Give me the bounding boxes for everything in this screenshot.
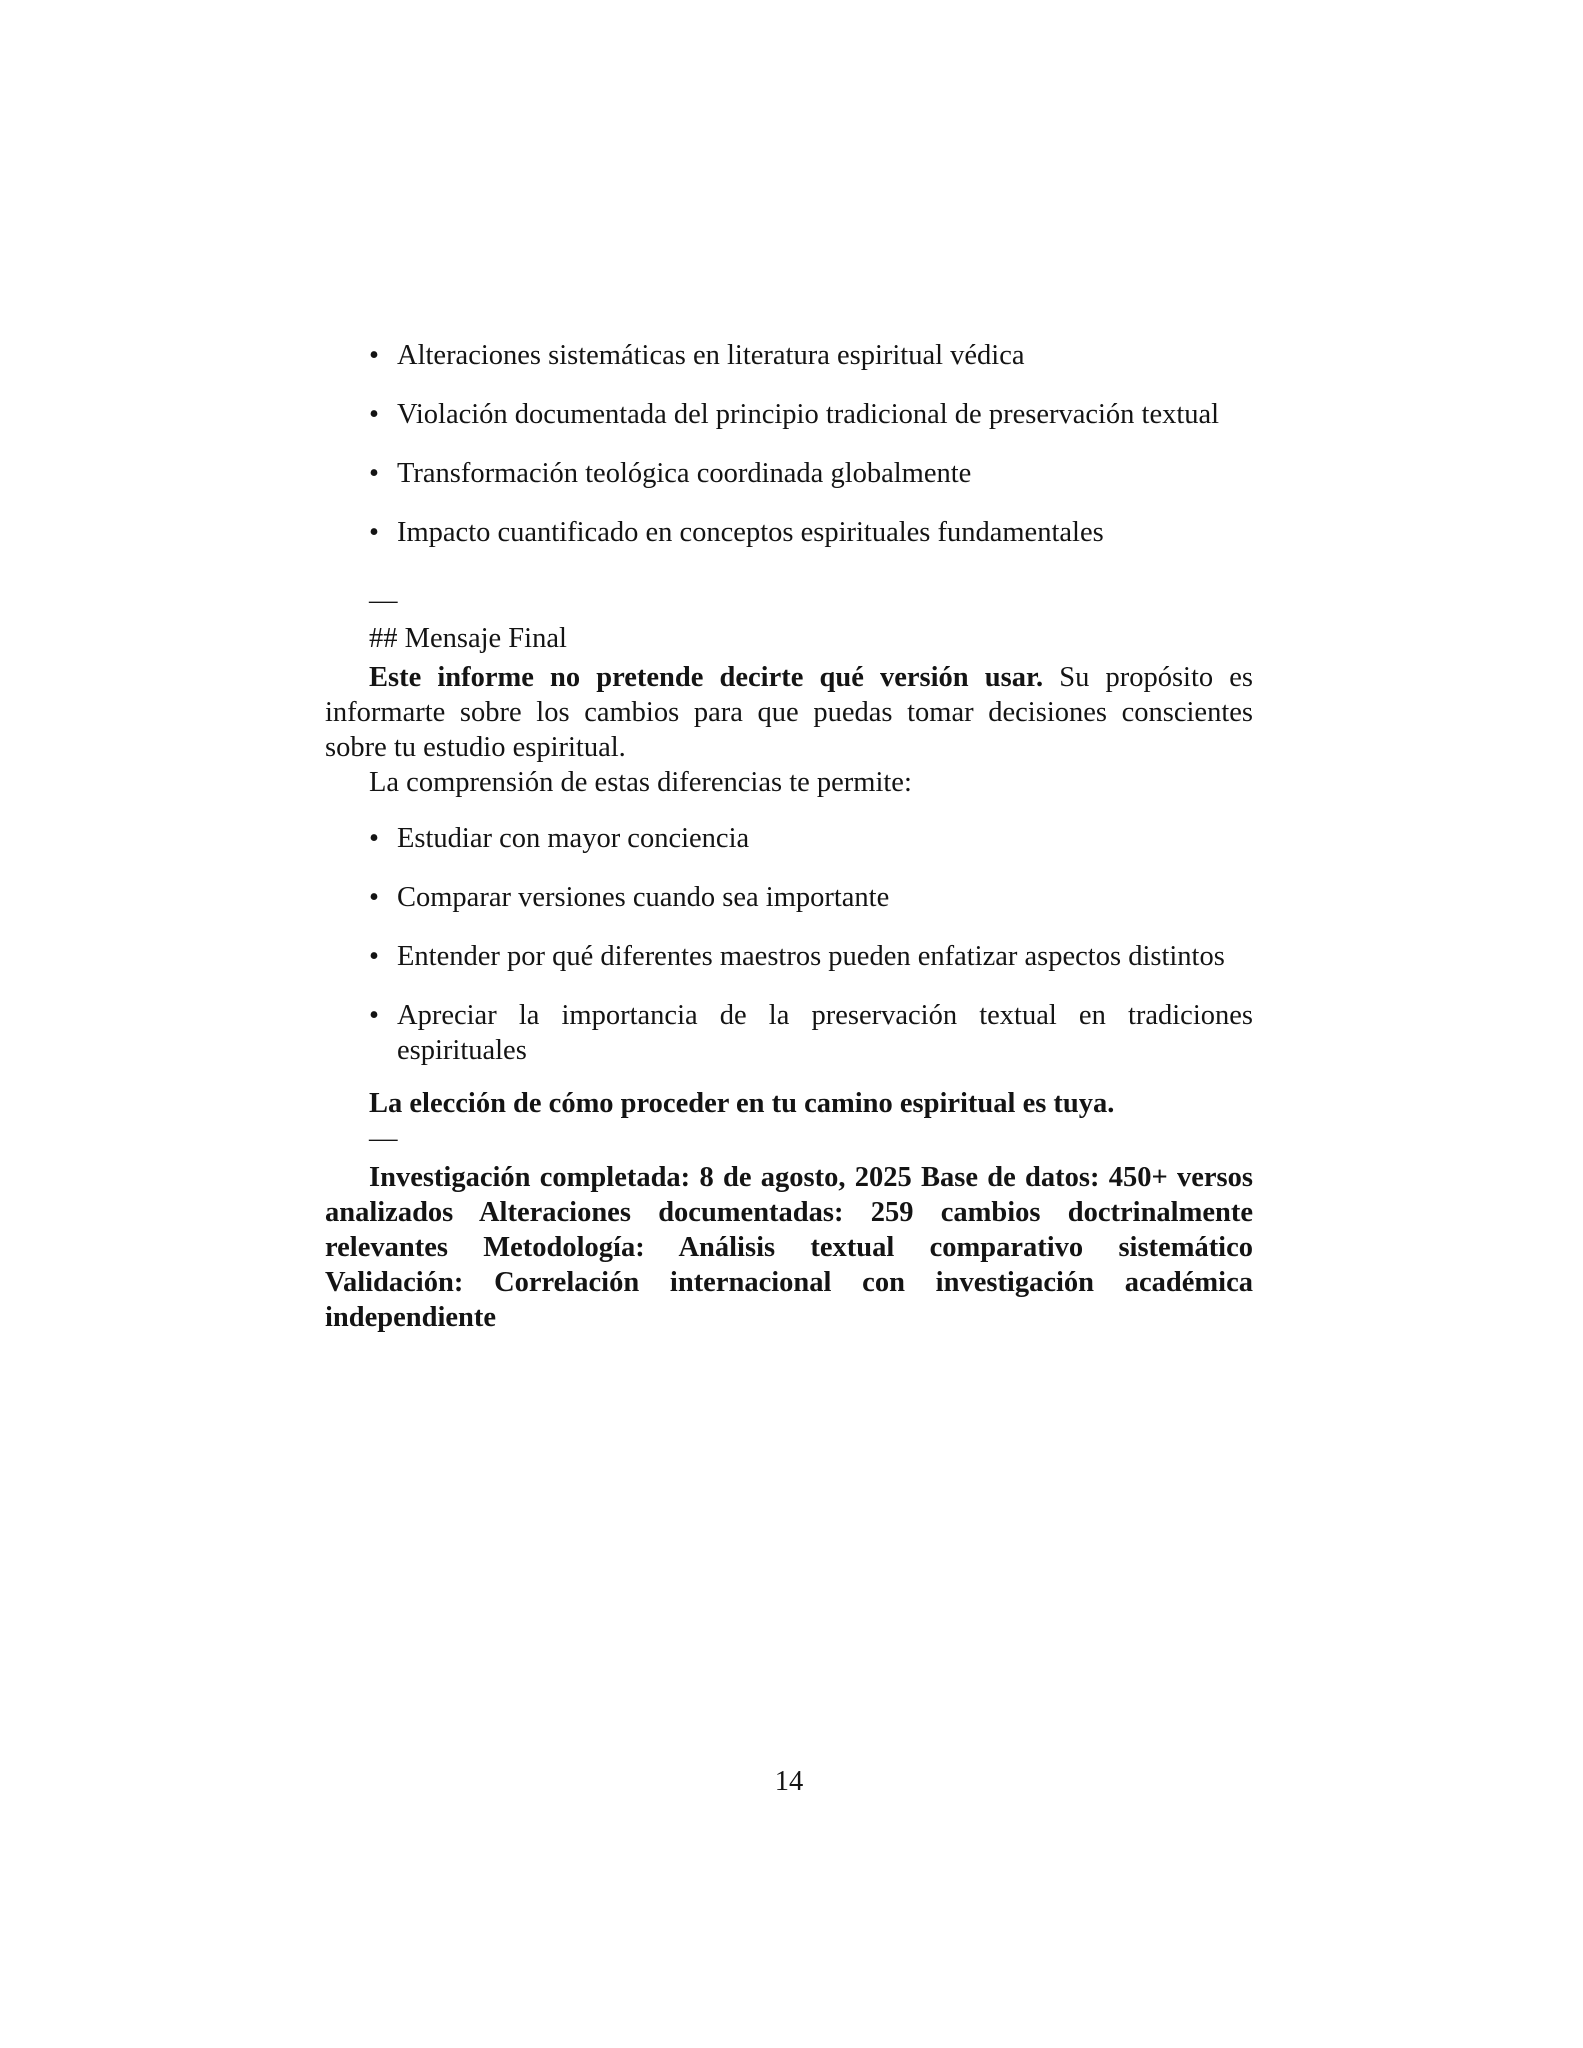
- list-item: • Impacto cuantificado en conceptos espirituales fundamentales: [325, 515, 1253, 550]
- paragraph-purpose-bold-lead: Este informe no pretende decirte qué versión usar.: [369, 662, 1044, 693]
- intro-bullet-list: [325, 338, 1253, 550]
- list-item: • Estudiar con mayor conciencia: [325, 821, 1253, 856]
- page-number: 14: [774, 1766, 804, 1797]
- paragraph-benefits-intro: La comprensión de estas diferencias te permite:: [369, 767, 912, 798]
- benefits-bullet-list: [325, 821, 1253, 1068]
- paragraph-purpose: [325, 660, 1253, 765]
- section-heading: ## Mensaje Final: [369, 623, 567, 654]
- list-item: • Transformación teológica coordinada globalmente: [325, 456, 1253, 491]
- list-item: • Comparar versiones cuando sea importante: [325, 880, 1253, 915]
- list-item: • Entender por qué diferentes maestros pueden enfatizar aspectos distintos: [325, 939, 1253, 974]
- separator-dash-top: —: [369, 585, 398, 616]
- separator-dash-bottom: —: [369, 1123, 398, 1154]
- paragraph-closing: La elección de cómo proceder en tu camino espiritual es tuya.: [369, 1088, 1115, 1119]
- page-content: [325, 338, 1253, 1335]
- list-item: • Violación documentada del principio tradicional de preservación textual: [325, 397, 1253, 432]
- paragraph-research-summary: Investigación completada: 8 de agosto, 2025 Base de datos: 450+ versos analizados Alteraciones documentadas: 259 cambios doctrinalmente relevantes Metodología: Análisis textual comparativo sistemático Validación: Correlación internacional con investigación académica independiente: [325, 1162, 1253, 1333]
- paragraph-purpose-rest: Su propósito es informarte sobre los cambios para que puedas tomar decisiones conscientes sobre tu estudio espiritual.: [325, 662, 1253, 763]
- list-item: • Apreciar la importancia de la preservación textual en tradiciones espirituales: [325, 998, 1253, 1068]
- list-item: • Alteraciones sistemáticas en literatura espiritual védica: [325, 338, 1253, 373]
